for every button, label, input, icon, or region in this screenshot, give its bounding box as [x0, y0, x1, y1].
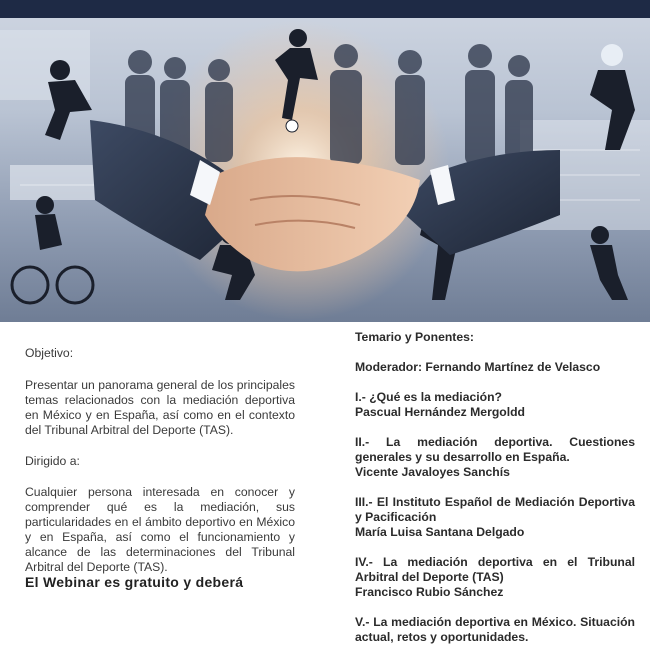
- agenda-speaker: Pascual Hernández Mergoldd: [355, 405, 525, 419]
- agenda-heading: Temario y Ponentes:: [355, 330, 474, 344]
- objective-text: Presentar un panorama general de los principales temas relacionados con la mediación deportiva en México y en España, así como en el contexto del Tribunal Arbitral del Deporte (TAS).: [25, 378, 295, 437]
- webinar-free-notice: El Webinar es gratuito y deberá: [25, 574, 244, 590]
- right-column: [355, 330, 635, 645]
- hero-image: [0, 0, 650, 322]
- agenda-topic: II.- La mediación deportiva. Cuestiones generales y su desarrollo en España.: [355, 435, 635, 464]
- agenda-speaker: Francisco Rubio Sánchez: [355, 585, 504, 599]
- handshake-sports-illustration: [0, 0, 650, 322]
- top-banner-bar: [0, 0, 650, 18]
- agenda-topic: III.- El Instituto Español de Mediación Deportiva y Pacificación: [355, 495, 635, 524]
- agenda-item: [355, 435, 635, 480]
- agenda-speaker: Vicente Javaloyes Sanchís: [355, 465, 510, 479]
- agenda-item: [355, 555, 635, 600]
- agenda-item: [355, 495, 635, 540]
- objective-heading: Objetivo:: [25, 346, 74, 360]
- agenda-topic: V.- La mediación deportiva en México. Situación actual, retos y oportunidades.: [355, 615, 635, 644]
- agenda-item: [355, 390, 635, 420]
- audience-heading: Dirigido a:: [25, 454, 80, 468]
- agenda-topic: I.- ¿Qué es la mediación?: [355, 390, 502, 404]
- left-column: [25, 346, 295, 590]
- agenda-speaker: María Luisa Santana Delgado: [355, 525, 525, 539]
- agenda-item: [355, 615, 635, 645]
- moderator-line: Moderador: Fernando Martínez de Velasco: [355, 360, 601, 374]
- audience-text: Cualquier persona interesada en conocer y comprender qué es la mediación, sus particularidades en el ámbito deportivo en México y en España, así como el funcionamiento y alcance de las determinaciones del Tribunal Arbitral del Deporte (TAS).: [25, 485, 295, 574]
- agenda-topic: IV.- La mediación deportiva en el Tribunal Arbitral del Deporte (TAS): [355, 555, 635, 584]
